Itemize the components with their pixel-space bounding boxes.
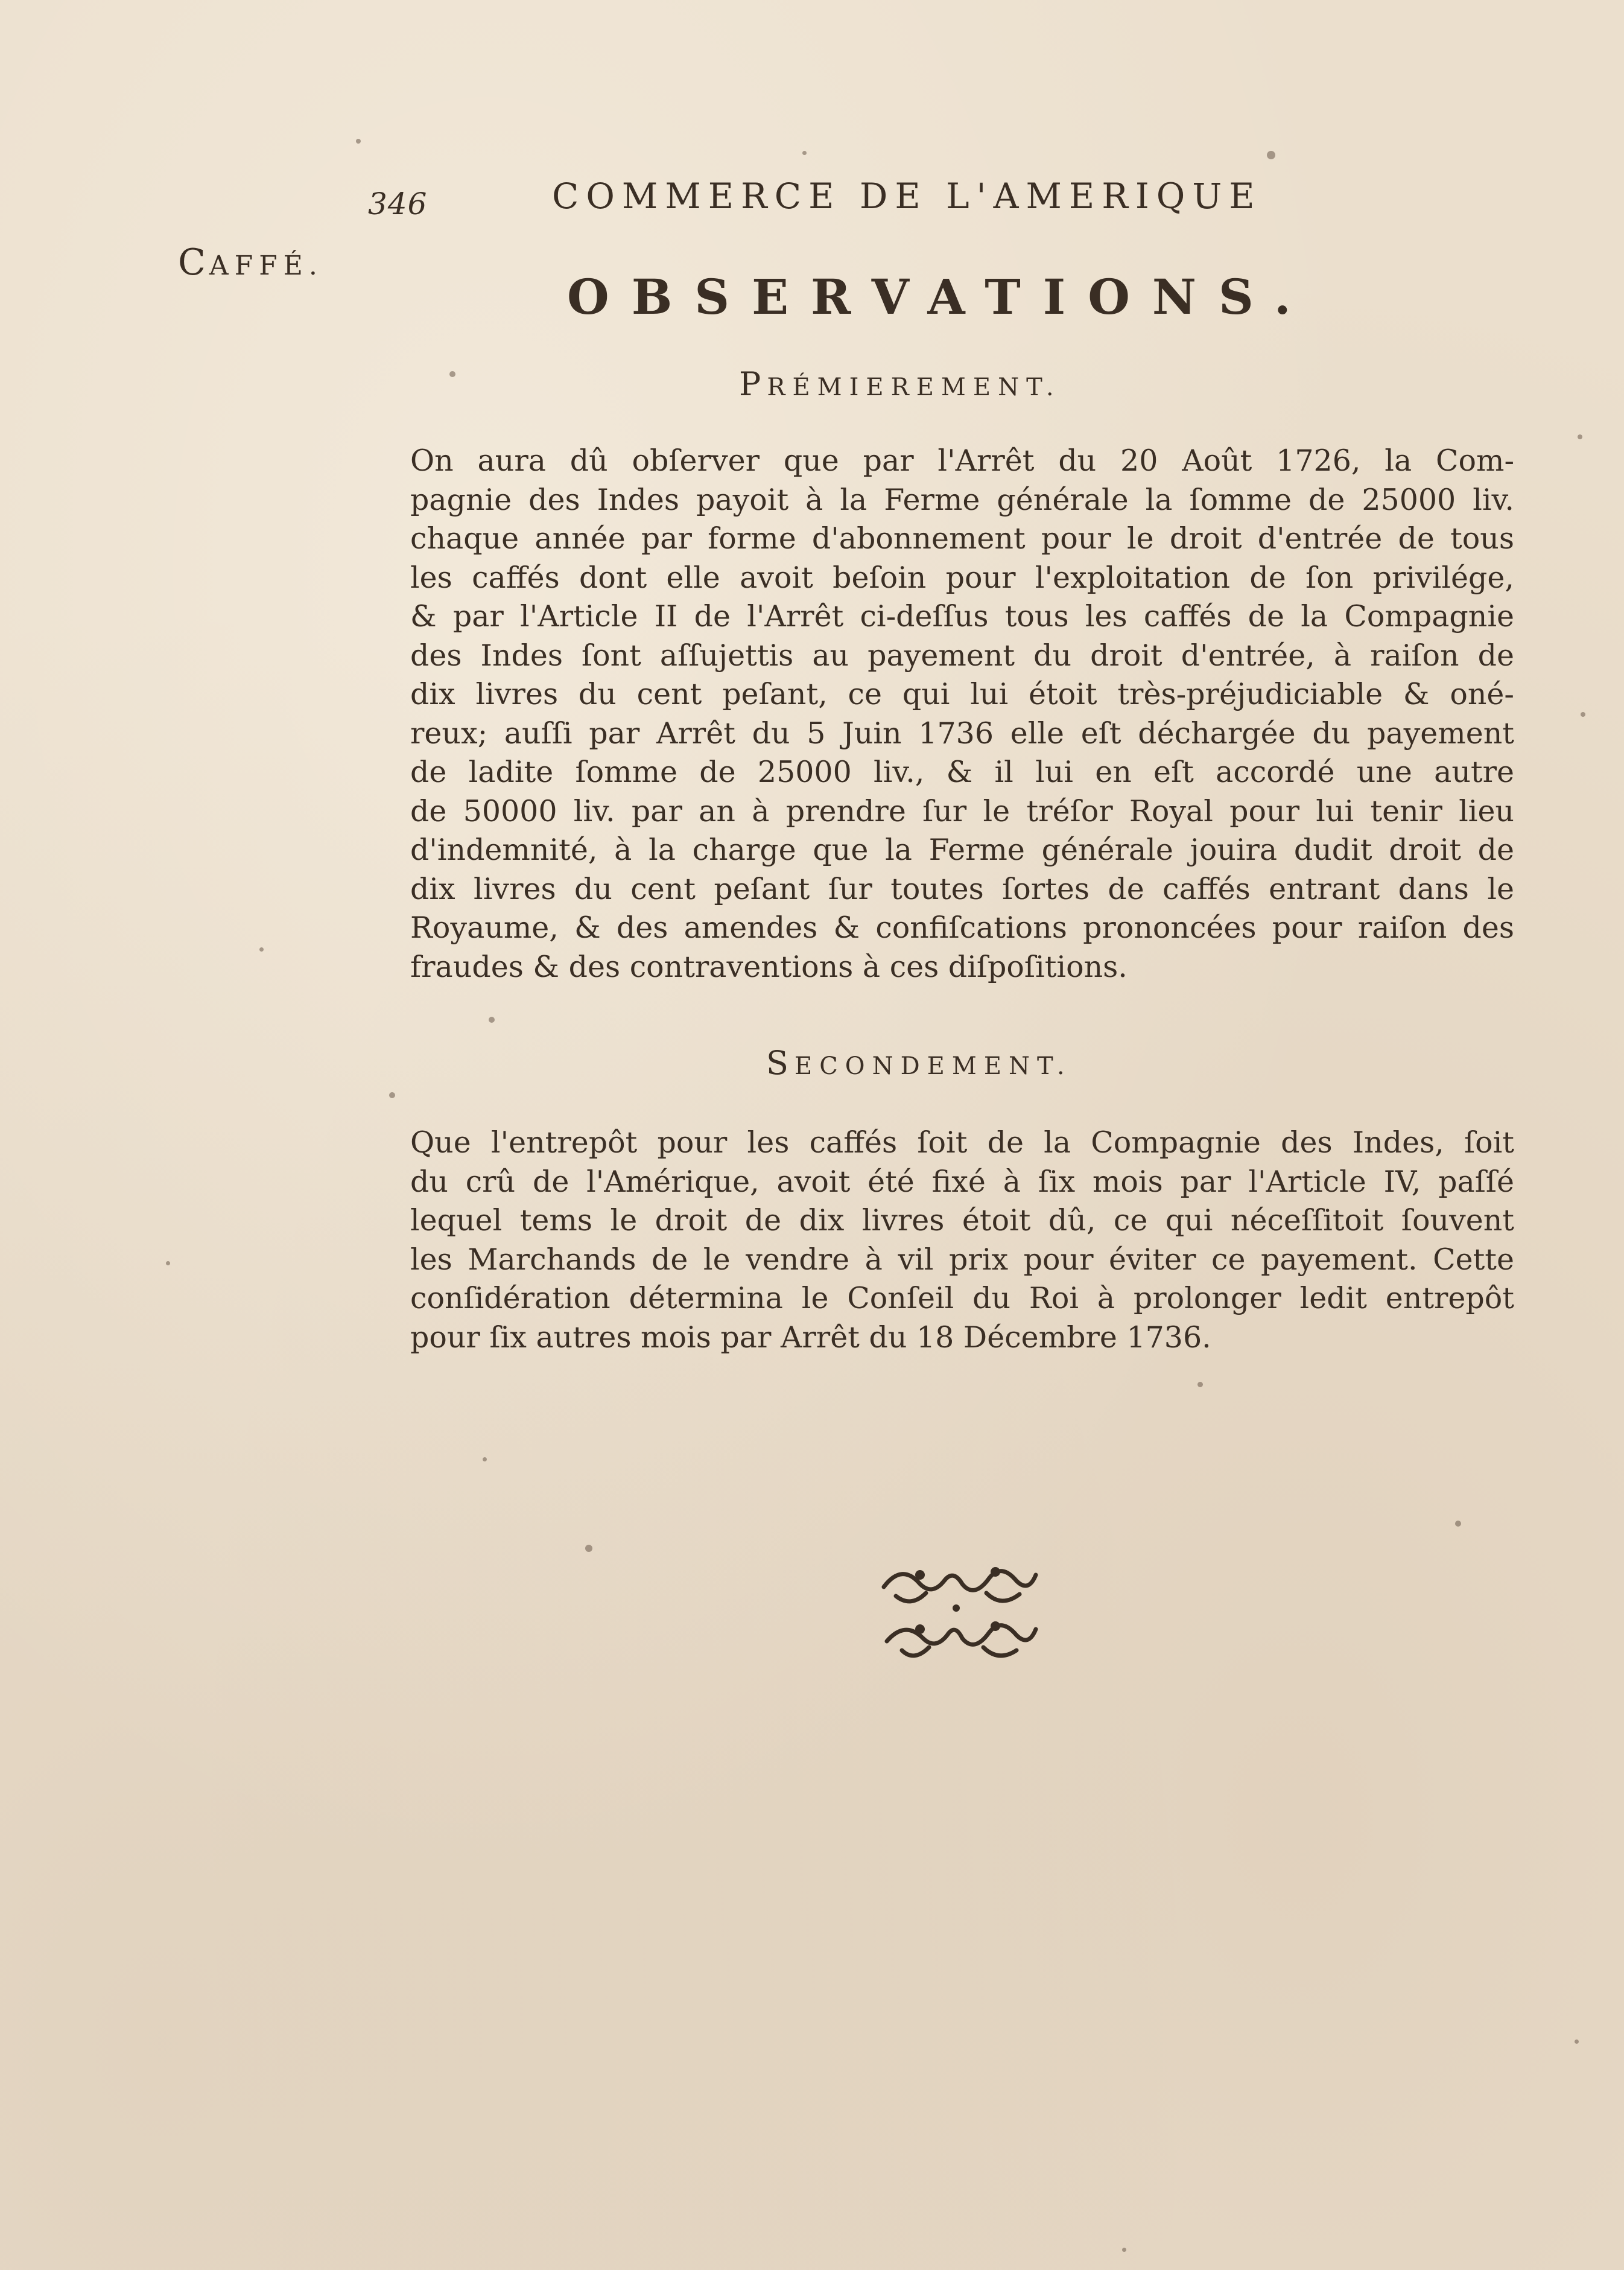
paper-speck	[356, 139, 361, 144]
text-line: & par l'Article II de l'Arrêt ci-deſſus tous les caffés de la Compagnie	[410, 599, 1514, 634]
section-heading-initial: P	[739, 365, 767, 403]
text-line: dix livres du cent peſant ſur toutes ſortes de caffés entrant dans le	[410, 871, 1514, 906]
text-line: du crû de l'Amérique, avoit été fixé à ſix mois par l'Article IV, paſſé	[410, 1164, 1514, 1199]
margin-note	[178, 241, 323, 284]
paragraph-secondement	[410, 1124, 1514, 1357]
paper-speck	[166, 1261, 170, 1265]
section-heading-premierement	[739, 365, 1061, 403]
text-line: chaque année par forme d'abonnement pour le droit d'entrée de tous	[410, 521, 1514, 556]
paper-speck	[585, 1545, 592, 1552]
page-number: 346	[368, 186, 428, 221]
text-line: pagnie des Indes payoit à la Ferme générale la ſomme de 25000 liv.	[410, 482, 1514, 517]
text-line: des Indes ſont aſſujettis au payement du droit d'entrée, à raiſon de	[410, 638, 1514, 673]
paper-speck	[1455, 1521, 1461, 1527]
text-line: Que l'entrepôt pour les caffés ſoit de la Compagnie des Indes, ſoit	[410, 1125, 1514, 1160]
section-heading-rest: ECONDEMENT.	[795, 1052, 1072, 1080]
text-line: d'indemnité, à la charge que la Ferme générale jouira dudit droit de	[410, 833, 1514, 867]
paper-speck	[1122, 2248, 1126, 2252]
text-line: de 50000 liv. par an à prendre ſur le tréſor Royal pour lui tenir lieu	[410, 793, 1514, 828]
page-title: OBSERVATIONS.	[567, 269, 1313, 325]
text-line: fraudes & des contraventions à ces diſpoſitions.	[410, 949, 1128, 984]
text-line: pour ſix autres mois par Arrêt du 18 Décembre 1736.	[410, 1320, 1211, 1355]
paper-speck	[489, 1017, 495, 1023]
paper-speck	[1267, 151, 1275, 159]
section-heading-initial: S	[766, 1044, 795, 1082]
margin-note-rest: AFFÉ.	[209, 250, 323, 281]
text-line: les caffés dont elle avoit beſoin pour l'exploitation de ſon privilége,	[410, 560, 1514, 595]
text-line: dix livres du cent peſant, ce qui lui étoit très-préjudiciable & oné-	[410, 677, 1514, 711]
paper-speck	[1581, 712, 1585, 717]
text-line: conſidération détermina le Conſeil du Roi à prolonger ledit entrepôt	[410, 1281, 1514, 1315]
text-line: On aura dû obſerver que par l'Arrêt du 20 Août 1726, la Com-	[410, 444, 1514, 478]
paper-speck	[259, 947, 264, 952]
paper-speck	[1197, 1382, 1203, 1387]
text-line: Royaume, & des amendes & confiſcations prononcées pour raiſon des	[410, 911, 1514, 945]
margin-note-initial: C	[178, 241, 209, 284]
paragraph-premierement	[410, 442, 1514, 987]
fleuron-ornament	[878, 1551, 1041, 1671]
paper-speck	[1578, 434, 1582, 439]
text-line: lequel tems le droit de dix livres étoit dû, ce qui néceſſitoit ſouvent	[410, 1203, 1514, 1238]
text-line: les Marchands de le vendre à vil prix pour éviter ce payement. Cette	[410, 1242, 1514, 1277]
paper-speck	[389, 1092, 395, 1098]
running-title: COMMERCE DE L'AMERIQUE	[552, 176, 1262, 217]
text-line: reux; auſſi par Arrêt du 5 Juin 1736 elle eſt déchargée du payement	[410, 716, 1514, 751]
paper-speck	[1575, 2040, 1579, 2044]
paper-speck	[802, 151, 807, 155]
running-header	[368, 172, 1394, 226]
section-heading-rest: RÉMIEREMENT.	[767, 374, 1061, 401]
text-line: de ladite ſomme de 25000 liv., & il lui en eſt accordé une autre	[410, 755, 1514, 789]
paper-speck	[449, 371, 455, 377]
section-heading-secondement	[766, 1044, 1072, 1082]
paper-speck	[483, 1457, 487, 1461]
